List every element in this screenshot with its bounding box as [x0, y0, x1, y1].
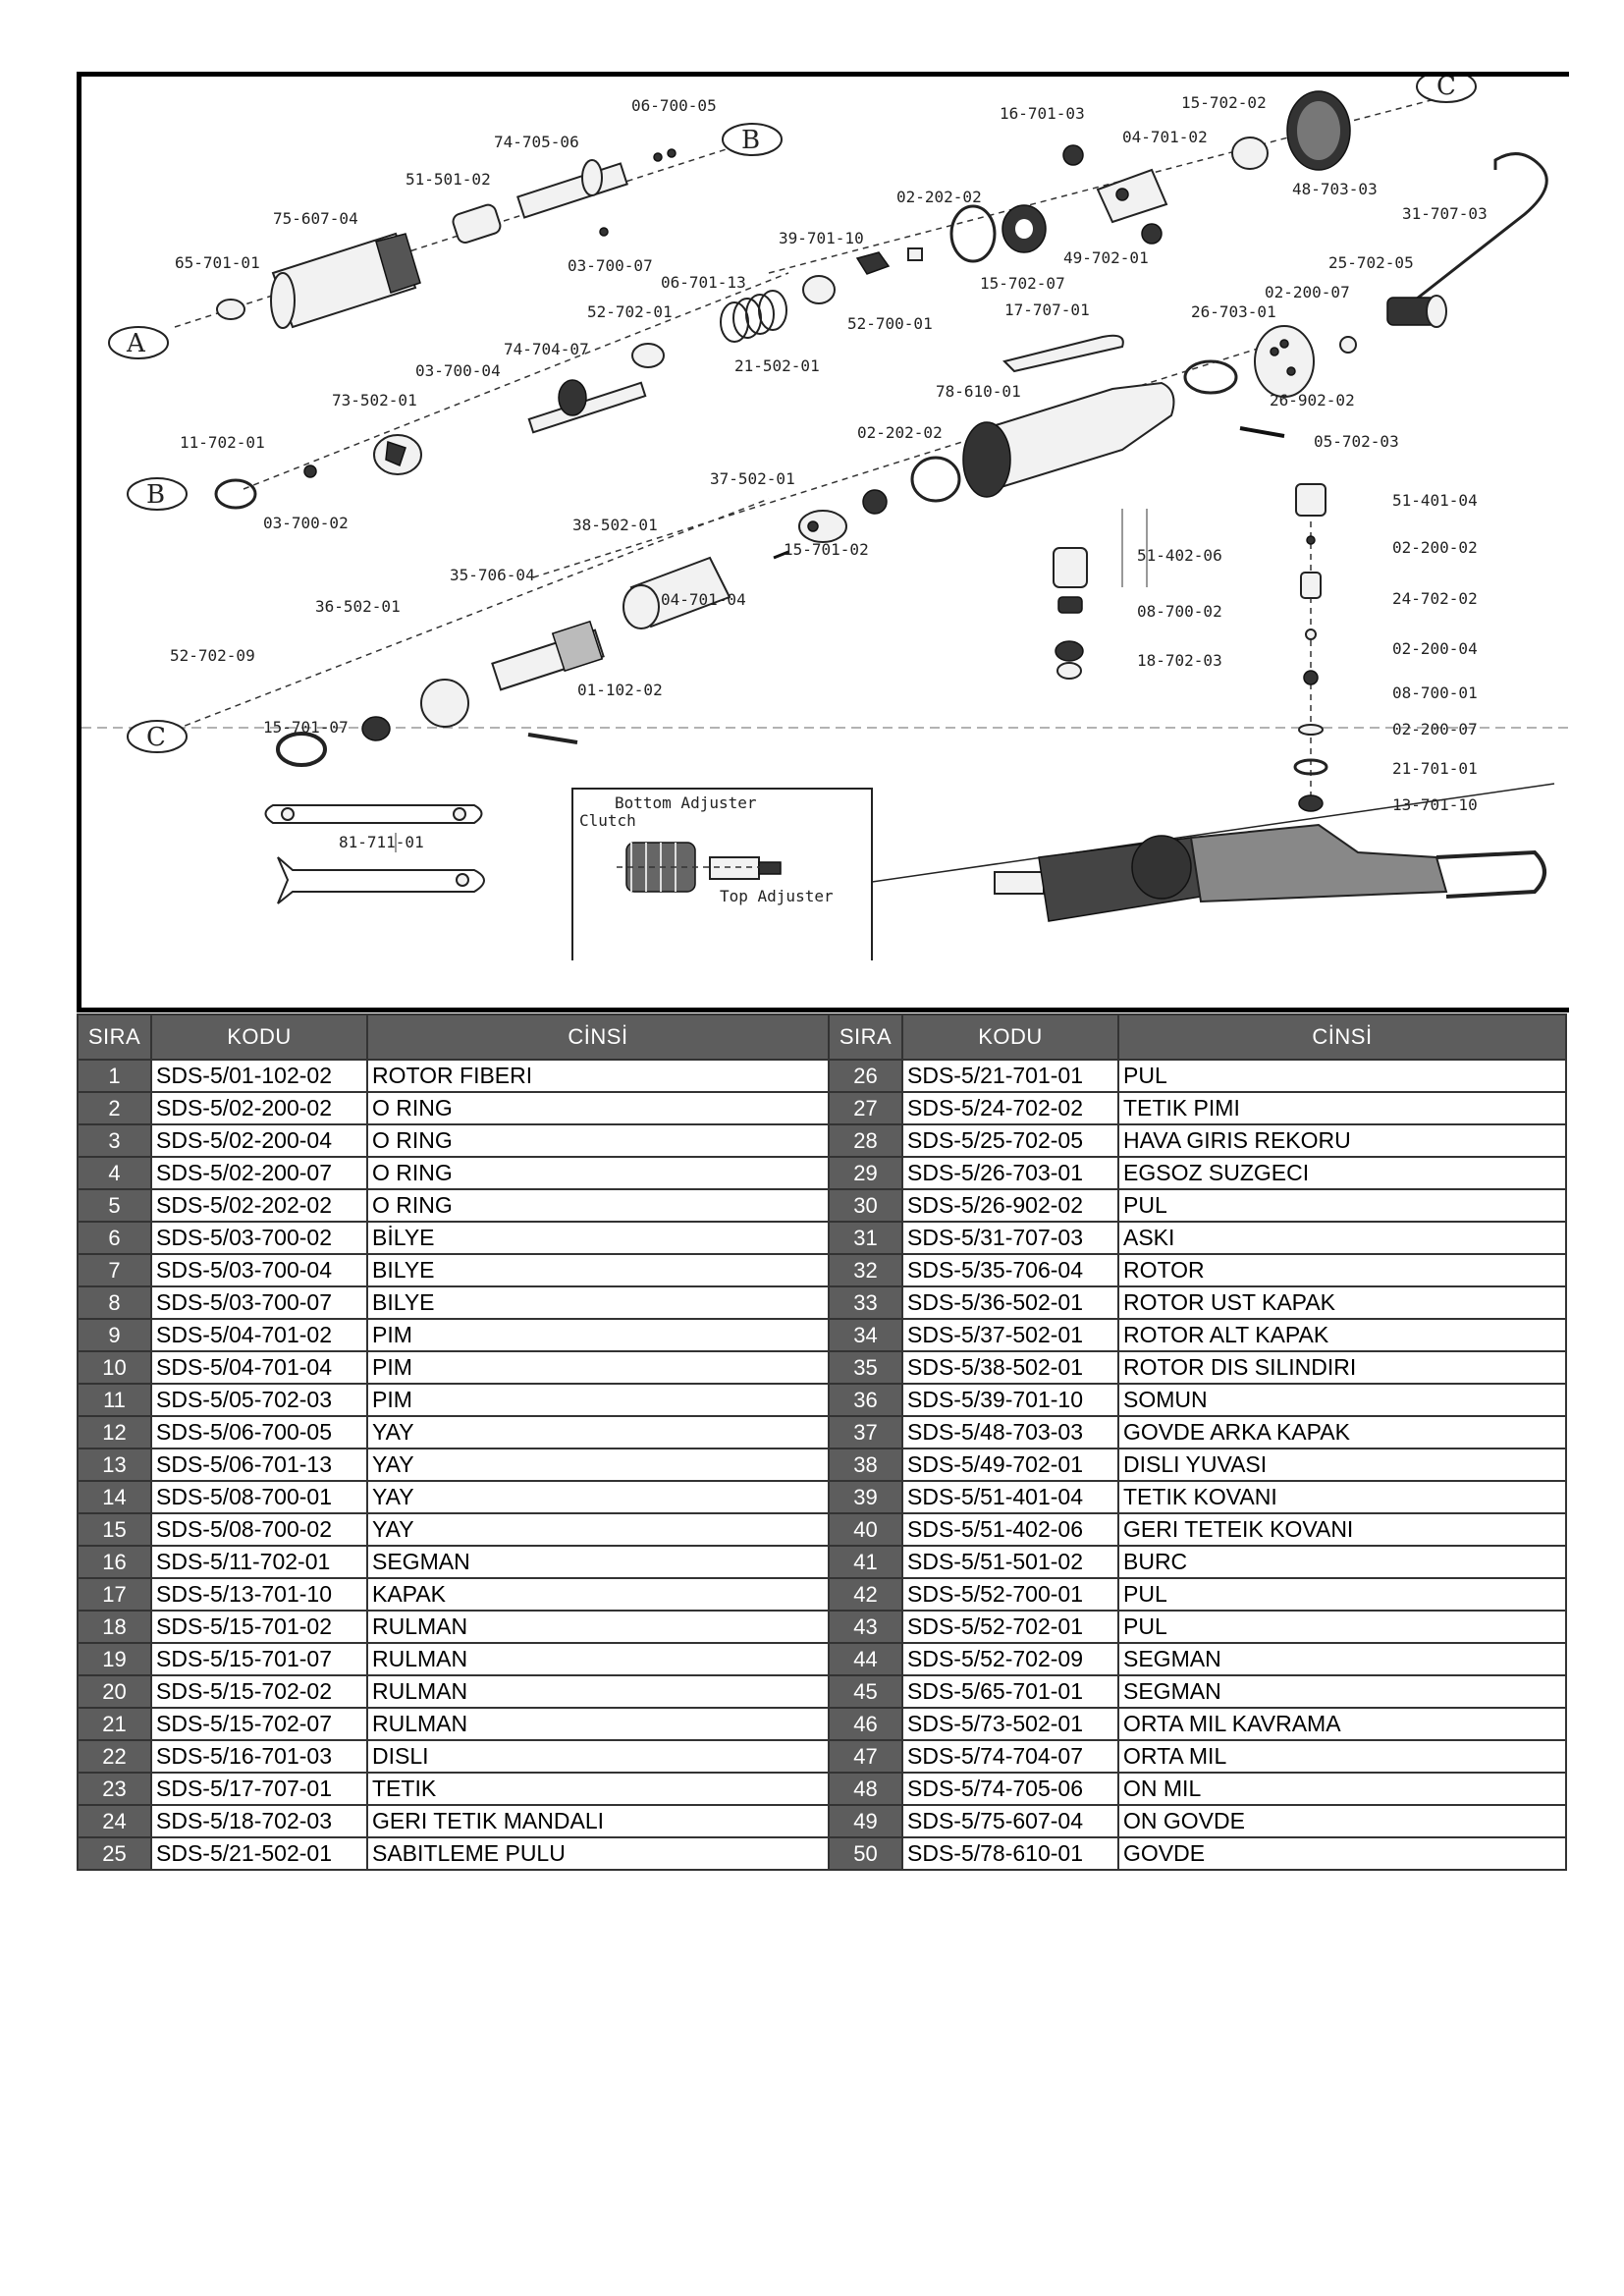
cell-cinsi-right: PUL: [1118, 1578, 1566, 1611]
cell-sira-left: 10: [78, 1351, 151, 1384]
cell-sira-left: 7: [78, 1254, 151, 1286]
exhaust-filter-part: [1255, 326, 1314, 397]
cell-cinsi-left: SABITLEME PULU: [367, 1837, 829, 1870]
cell-sira-left: 24: [78, 1805, 151, 1837]
diagram-drawing: [81, 77, 1569, 1008]
spring-part: [721, 291, 786, 342]
cell-kodu-left: SDS-5/11-702-01: [151, 1546, 367, 1578]
cell-kodu-right: SDS-5/73-502-01: [902, 1708, 1118, 1740]
cell-sira-left: 11: [78, 1384, 151, 1416]
cell-kodu-right: SDS-5/26-902-02: [902, 1189, 1118, 1222]
callout-15-701-07: 15-701-07: [263, 718, 349, 737]
cell-kodu-left: SDS-5/21-502-01: [151, 1837, 367, 1870]
cell-cinsi-left: PIM: [367, 1351, 829, 1384]
cell-sira-right: 32: [829, 1254, 902, 1286]
cell-cinsi-right: ASKI: [1118, 1222, 1566, 1254]
cell-cinsi-right: SOMUN: [1118, 1384, 1566, 1416]
cell-kodu-right: SDS-5/36-502-01: [902, 1286, 1118, 1319]
cell-kodu-left: SDS-5/02-200-07: [151, 1157, 367, 1189]
gear-part: [1063, 145, 1083, 165]
parts-list-table: [77, 1013, 1567, 1871]
section-b-callout-top: [723, 124, 782, 155]
cell-cinsi-left: YAY: [367, 1416, 829, 1449]
section-c-callout-top: [1417, 77, 1476, 102]
cell-sira-right: 39: [829, 1481, 902, 1513]
washer-26-902-02-part: [1185, 361, 1236, 393]
front-housing-part: [271, 234, 420, 328]
cell-kodu-right: SDS-5/35-706-04: [902, 1254, 1118, 1286]
cell-sira-right: 35: [829, 1351, 902, 1384]
cell-cinsi-left: DISLI: [367, 1740, 829, 1773]
cell-kodu-right: SDS-5/31-707-03: [902, 1222, 1118, 1254]
callout-52-702-01: 52-702-01: [587, 302, 673, 321]
cell-kodu-left: SDS-5/01-102-02: [151, 1060, 367, 1092]
cell-sira-left: 8: [78, 1286, 151, 1319]
cell-cinsi-right: ROTOR: [1118, 1254, 1566, 1286]
cell-sira-left: 18: [78, 1611, 151, 1643]
cell-kodu-right: SDS-5/74-704-07: [902, 1740, 1118, 1773]
cell-kodu-left: SDS-5/13-701-10: [151, 1578, 367, 1611]
cell-sira-right: 46: [829, 1708, 902, 1740]
cell-sira-left: 6: [78, 1222, 151, 1254]
cell-sira-left: 17: [78, 1578, 151, 1611]
table-row: [78, 1449, 1566, 1481]
cell-sira-left: 4: [78, 1157, 151, 1189]
callout-01-102-02: 01-102-02: [577, 681, 663, 699]
cell-kodu-left: SDS-5/08-700-01: [151, 1481, 367, 1513]
cell-cinsi-right: TETIK PIMI: [1118, 1092, 1566, 1124]
cell-kodu-right: SDS-5/51-401-04: [902, 1481, 1118, 1513]
cell-sira-right: 27: [829, 1092, 902, 1124]
callout-04-701-04: 04-701-04: [661, 590, 746, 609]
callout-35-706-04: 35-706-04: [450, 566, 535, 584]
cell-cinsi-left: O RING: [367, 1092, 829, 1124]
bearing-15-701-07-part: [362, 717, 390, 740]
cell-cinsi-right: BURC: [1118, 1546, 1566, 1578]
callout-16-701-03: 16-701-03: [1000, 104, 1085, 123]
callout-05-702-03: 05-702-03: [1314, 432, 1399, 451]
table-row: [78, 1740, 1566, 1773]
bushing-part: [451, 203, 502, 245]
callout-03-700-07: 03-700-07: [568, 256, 653, 275]
callout-52-702-09: 52-702-09: [170, 646, 255, 665]
callout-78-610-01: 78-610-01: [936, 382, 1021, 401]
callout-65-701-01: 65-701-01: [175, 253, 260, 272]
callout-21-701-01: 21-701-01: [1392, 759, 1478, 778]
section-b-callout-left: [128, 478, 187, 510]
cell-sira-left: 16: [78, 1546, 151, 1578]
cell-sira-right: 30: [829, 1189, 902, 1222]
callout-36-502-01: 36-502-01: [315, 597, 401, 616]
cell-cinsi-left: BİLYE: [367, 1222, 829, 1254]
section-c-callout-left: [128, 721, 187, 752]
cell-cinsi-left: BILYE: [367, 1286, 829, 1319]
callout-17-707-01: 17-707-01: [1004, 301, 1090, 319]
table-row: [78, 1319, 1566, 1351]
cell-cinsi-left: BILYE: [367, 1254, 829, 1286]
section-c-label-top: C: [1436, 77, 1456, 101]
air-inlet-part: [1387, 296, 1446, 327]
header-cinsi-left: CİNSİ: [367, 1014, 829, 1060]
nut-part: [857, 252, 889, 274]
cell-cinsi-right: ROTOR ALT KAPAK: [1118, 1319, 1566, 1351]
cell-kodu-right: SDS-5/49-702-01: [902, 1449, 1118, 1481]
cell-sira-right: 31: [829, 1222, 902, 1254]
cell-kodu-right: SDS-5/38-502-01: [902, 1351, 1118, 1384]
header-sira-right: SIRA: [829, 1014, 902, 1060]
cell-kodu-right: SDS-5/51-402-06: [902, 1513, 1118, 1546]
clutch-note: Clutch: [579, 811, 636, 830]
callout-18-702-03: 18-702-03: [1137, 651, 1222, 670]
cell-sira-right: 48: [829, 1773, 902, 1805]
cell-sira-left: 25: [78, 1837, 151, 1870]
rotor-blade-part: [528, 735, 577, 742]
cell-cinsi-right: ORTA MIL KAVRAMA: [1118, 1708, 1566, 1740]
snap-ring-part: [216, 480, 255, 508]
cell-cinsi-left: SEGMAN: [367, 1546, 829, 1578]
table-header-row: [78, 1014, 1566, 1060]
callout-25-702-05: 25-702-05: [1328, 253, 1414, 272]
cell-kodu-left: SDS-5/04-701-02: [151, 1319, 367, 1351]
header-sira-left: SIRA: [78, 1014, 151, 1060]
cell-sira-right: 26: [829, 1060, 902, 1092]
rotor-part: [492, 622, 603, 690]
cell-cinsi-right: ON GOVDE: [1118, 1805, 1566, 1837]
front-shaft-part: [517, 160, 626, 217]
cell-cinsi-left: YAY: [367, 1481, 829, 1513]
rotor-bottom-cap-part: [799, 511, 846, 542]
cell-sira-left: 3: [78, 1124, 151, 1157]
cell-cinsi-left: RULMAN: [367, 1708, 829, 1740]
callout-74-705-06: 74-705-06: [494, 133, 579, 151]
cell-cinsi-right: ROTOR UST KAPAK: [1118, 1286, 1566, 1319]
cell-cinsi-right: GOVDE ARKA KAPAK: [1118, 1416, 1566, 1449]
callout-26-703-01: 26-703-01: [1191, 302, 1276, 321]
section-c-label-left: C: [146, 723, 166, 752]
cell-sira-right: 44: [829, 1643, 902, 1675]
cell-sira-right: 33: [829, 1286, 902, 1319]
callout-06-701-13: 06-701-13: [661, 273, 746, 292]
callout-15-702-02: 15-702-02: [1181, 93, 1267, 112]
cell-cinsi-left: GERI TETIK MANDALI: [367, 1805, 829, 1837]
header-cinsi-right: CİNSİ: [1118, 1014, 1566, 1060]
callout-15-702-07: 15-702-07: [980, 274, 1065, 293]
cell-cinsi-right: HAVA GIRIS REKORU: [1118, 1124, 1566, 1157]
clutch-part: [374, 435, 421, 474]
small-washer-part: [908, 248, 922, 260]
cell-kodu-right: SDS-5/25-702-05: [902, 1124, 1118, 1157]
cell-kodu-right: SDS-5/26-703-01: [902, 1157, 1118, 1189]
table-row: [78, 1351, 1566, 1384]
cell-sira-left: 15: [78, 1513, 151, 1546]
washer-part: [632, 344, 664, 367]
cell-kodu-left: SDS-5/16-701-03: [151, 1740, 367, 1773]
cell-sira-left: 13: [78, 1449, 151, 1481]
cell-kodu-left: SDS-5/02-202-02: [151, 1189, 367, 1222]
cell-cinsi-right: PUL: [1118, 1611, 1566, 1643]
callout-51-401-04: 51-401-04: [1392, 491, 1478, 510]
callout-74-704-07: 74-704-07: [504, 340, 589, 358]
table-row: [78, 1092, 1566, 1124]
cell-sira-right: 42: [829, 1578, 902, 1611]
cell-cinsi-left: YAY: [367, 1449, 829, 1481]
cell-sira-right: 49: [829, 1805, 902, 1837]
callout-02-200-07-right: 02-200-07: [1392, 720, 1478, 738]
cell-sira-right: 43: [829, 1611, 902, 1643]
hanger-part: [1412, 154, 1546, 302]
cell-sira-left: 5: [78, 1189, 151, 1222]
callout-02-200-04: 02-200-04: [1392, 639, 1478, 658]
callout-75-607-04: 75-607-04: [273, 209, 358, 228]
table-row: [78, 1060, 1566, 1092]
snap-ring-52-702-09-part: [278, 734, 325, 765]
cell-kodu-right: SDS-5/52-700-01: [902, 1578, 1118, 1611]
callout-37-502-01: 37-502-01: [710, 469, 795, 488]
rotor-top-cap-part: [421, 680, 468, 727]
cell-kodu-left: SDS-5/03-700-07: [151, 1286, 367, 1319]
adjuster-inset: [572, 789, 872, 960]
cell-cinsi-left: PIM: [367, 1319, 829, 1351]
callout-02-200-02: 02-200-02: [1392, 538, 1478, 557]
cell-kodu-left: SDS-5/02-200-04: [151, 1124, 367, 1157]
cell-cinsi-left: YAY: [367, 1513, 829, 1546]
header-kodu-right: KODU: [902, 1014, 1118, 1060]
cell-cinsi-right: ON MIL: [1118, 1773, 1566, 1805]
table-row: [78, 1384, 1566, 1416]
cell-cinsi-left: O RING: [367, 1189, 829, 1222]
cell-cinsi-left: O RING: [367, 1124, 829, 1157]
callout-31-707-03: 31-707-03: [1402, 204, 1488, 223]
cell-cinsi-right: GERI TETEIK KOVANI: [1118, 1513, 1566, 1546]
table-row: [78, 1805, 1566, 1837]
cell-cinsi-right: ROTOR DIS SILINDIRI: [1118, 1351, 1566, 1384]
cell-kodu-left: SDS-5/05-702-03: [151, 1384, 367, 1416]
table-row: [78, 1124, 1566, 1157]
cell-kodu-left: SDS-5/15-702-02: [151, 1675, 367, 1708]
callout-03-700-04: 03-700-04: [415, 361, 501, 380]
cell-kodu-left: SDS-5/15-701-07: [151, 1643, 367, 1675]
cell-kodu-left: SDS-5/03-700-02: [151, 1222, 367, 1254]
gear-housing-part: [1098, 170, 1166, 222]
cell-kodu-right: SDS-5/52-702-09: [902, 1643, 1118, 1675]
table-row: [78, 1286, 1566, 1319]
callout-02-200-07-top: 02-200-07: [1265, 283, 1350, 301]
cell-sira-left: 12: [78, 1416, 151, 1449]
callout-13-701-10: 13-701-10: [1392, 795, 1478, 814]
cell-kodu-left: SDS-5/02-200-02: [151, 1092, 367, 1124]
cell-kodu-left: SDS-5/06-700-05: [151, 1416, 367, 1449]
callout-52-700-01: 52-700-01: [847, 314, 933, 333]
table-row: [78, 1675, 1566, 1708]
cell-sira-right: 37: [829, 1416, 902, 1449]
wrench-tool-part: [266, 805, 485, 903]
cell-cinsi-left: KAPAK: [367, 1578, 829, 1611]
callout-03-700-02: 03-700-02: [263, 514, 349, 532]
header-kodu-left: KODU: [151, 1014, 367, 1060]
cell-kodu-right: SDS-5/37-502-01: [902, 1319, 1118, 1351]
table-row: [78, 1481, 1566, 1513]
cell-kodu-right: SDS-5/75-607-04: [902, 1805, 1118, 1837]
table-row: [78, 1837, 1566, 1870]
cell-sira-left: 23: [78, 1773, 151, 1805]
section-b-label-left: B: [146, 480, 166, 510]
cell-kodu-right: SDS-5/39-701-10: [902, 1384, 1118, 1416]
callout-48-703-03: 48-703-03: [1292, 180, 1378, 198]
trigger-valve-stack: [1054, 548, 1087, 679]
callout-81-711-01: 81-711-01: [339, 833, 424, 851]
cell-sira-right: 40: [829, 1513, 902, 1546]
cell-sira-left: 21: [78, 1708, 151, 1740]
cell-kodu-right: SDS-5/51-501-02: [902, 1546, 1118, 1578]
cell-kodu-left: SDS-5/18-702-03: [151, 1805, 367, 1837]
cell-sira-left: 2: [78, 1092, 151, 1124]
bearing-top-part: [1002, 205, 1046, 252]
fixing-washer-part: [803, 276, 835, 303]
cell-sira-right: 28: [829, 1124, 902, 1157]
cell-sira-right: 47: [829, 1740, 902, 1773]
cell-cinsi-left: O RING: [367, 1157, 829, 1189]
cell-kodu-right: SDS-5/24-702-02: [902, 1092, 1118, 1124]
section-a-label: A: [127, 329, 145, 358]
cell-sira-left: 20: [78, 1675, 151, 1708]
table-row: [78, 1222, 1566, 1254]
bearing-15-701-02-part: [863, 490, 887, 514]
table-row: [78, 1189, 1566, 1222]
table-row: [78, 1416, 1566, 1449]
cell-sira-right: 29: [829, 1157, 902, 1189]
cell-kodu-left: SDS-5/03-700-04: [151, 1254, 367, 1286]
table-row: [78, 1708, 1566, 1740]
cell-cinsi-right: GOVDE: [1118, 1837, 1566, 1870]
section-a-callout: [109, 327, 168, 358]
table-row: [78, 1513, 1566, 1546]
pin-05-702-03-part: [1240, 428, 1284, 436]
cell-sira-right: 45: [829, 1675, 902, 1708]
cell-cinsi-right: PUL: [1118, 1189, 1566, 1222]
table-row: [78, 1546, 1566, 1578]
table-row: [78, 1254, 1566, 1286]
callout-51-501-02: 51-501-02: [406, 170, 491, 189]
o-ring-top-part: [951, 206, 995, 261]
cell-cinsi-left: RULMAN: [367, 1643, 829, 1675]
cell-kodu-left: SDS-5/17-707-01: [151, 1773, 367, 1805]
callout-02-202-02-top: 02-202-02: [896, 188, 982, 206]
table-body: [78, 1060, 1566, 1870]
cell-kodu-left: SDS-5/15-701-02: [151, 1611, 367, 1643]
cell-kodu-right: SDS-5/52-702-01: [902, 1611, 1118, 1643]
callout-11-702-01: 11-702-01: [180, 433, 265, 452]
cell-cinsi-left: ROTOR FIBERI: [367, 1060, 829, 1092]
cell-sira-right: 34: [829, 1319, 902, 1351]
cell-cinsi-left: TETIK: [367, 1773, 829, 1805]
rear-cap-part: [1287, 91, 1350, 170]
table-row: [78, 1611, 1566, 1643]
cell-cinsi-right: EGSOZ SUZGECI: [1118, 1157, 1566, 1189]
callout-49-702-01: 49-702-01: [1063, 248, 1149, 267]
cell-kodu-right: SDS-5/21-701-01: [902, 1060, 1118, 1092]
section-b-label-top: B: [741, 126, 761, 155]
exploded-parts-diagram: [77, 72, 1569, 1012]
cell-cinsi-left: RULMAN: [367, 1611, 829, 1643]
cell-cinsi-right: TETIK KOVANI: [1118, 1481, 1566, 1513]
callout-08-700-01: 08-700-01: [1392, 683, 1478, 702]
callout-02-202-02-mid: 02-202-02: [857, 423, 943, 442]
cell-kodu-left: SDS-5/04-701-04: [151, 1351, 367, 1384]
callout-24-702-02: 24-702-02: [1392, 589, 1478, 608]
cell-cinsi-left: PIM: [367, 1384, 829, 1416]
callout-38-502-01: 38-502-01: [572, 516, 658, 534]
top-adjuster-note: Top Adjuster: [720, 887, 834, 905]
cell-cinsi-right: SEGMAN: [1118, 1675, 1566, 1708]
table-row: [78, 1643, 1566, 1675]
cell-sira-right: 50: [829, 1837, 902, 1870]
cell-cinsi-right: PUL: [1118, 1060, 1566, 1092]
cell-sira-left: 9: [78, 1319, 151, 1351]
cell-cinsi-right: ORTA MIL: [1118, 1740, 1566, 1773]
table-row: [78, 1578, 1566, 1611]
cell-sira-left: 14: [78, 1481, 151, 1513]
cell-kodu-left: SDS-5/06-701-13: [151, 1449, 367, 1481]
cell-cinsi-right: DISLI YUVASI: [1118, 1449, 1566, 1481]
callout-73-502-01: 73-502-01: [332, 391, 417, 410]
cell-sira-left: 19: [78, 1643, 151, 1675]
table-row: [78, 1773, 1566, 1805]
table-row: [78, 1157, 1566, 1189]
cell-sira-right: 36: [829, 1384, 902, 1416]
ring-65-part: [217, 300, 244, 319]
cell-sira-right: 41: [829, 1546, 902, 1578]
middle-shaft-part: [529, 380, 645, 432]
callout-21-502-01: 21-502-01: [734, 356, 820, 375]
bottom-adjuster-note: Bottom Adjuster: [615, 793, 757, 812]
callout-39-701-10: 39-701-10: [779, 229, 864, 247]
cell-sira-right: 38: [829, 1449, 902, 1481]
cell-kodu-right: SDS-5/74-705-06: [902, 1773, 1118, 1805]
cell-sira-left: 22: [78, 1740, 151, 1773]
cell-kodu-right: SDS-5/65-701-01: [902, 1675, 1118, 1708]
trigger-part: [1004, 336, 1123, 371]
callout-06-700-05: 06-700-05: [631, 96, 717, 115]
cell-kodu-left: SDS-5/15-702-07: [151, 1708, 367, 1740]
cell-cinsi-right: SEGMAN: [1118, 1643, 1566, 1675]
o-ring-mid-part: [912, 458, 959, 501]
callout-04-701-02: 04-701-02: [1122, 128, 1208, 146]
callout-26-902-02: 26-902-02: [1270, 391, 1355, 410]
cell-cinsi-left: RULMAN: [367, 1675, 829, 1708]
cell-kodu-left: SDS-5/08-700-02: [151, 1513, 367, 1546]
callout-51-402-06: 51-402-06: [1137, 546, 1222, 565]
cell-kodu-right: SDS-5/78-610-01: [902, 1837, 1118, 1870]
cell-sira-left: 1: [78, 1060, 151, 1092]
callout-08-700-02: 08-700-02: [1137, 602, 1222, 621]
cell-kodu-right: SDS-5/48-703-03: [902, 1416, 1118, 1449]
bearing-15-702-02-part: [1232, 137, 1268, 169]
callout-15-701-02: 15-701-02: [784, 540, 869, 559]
